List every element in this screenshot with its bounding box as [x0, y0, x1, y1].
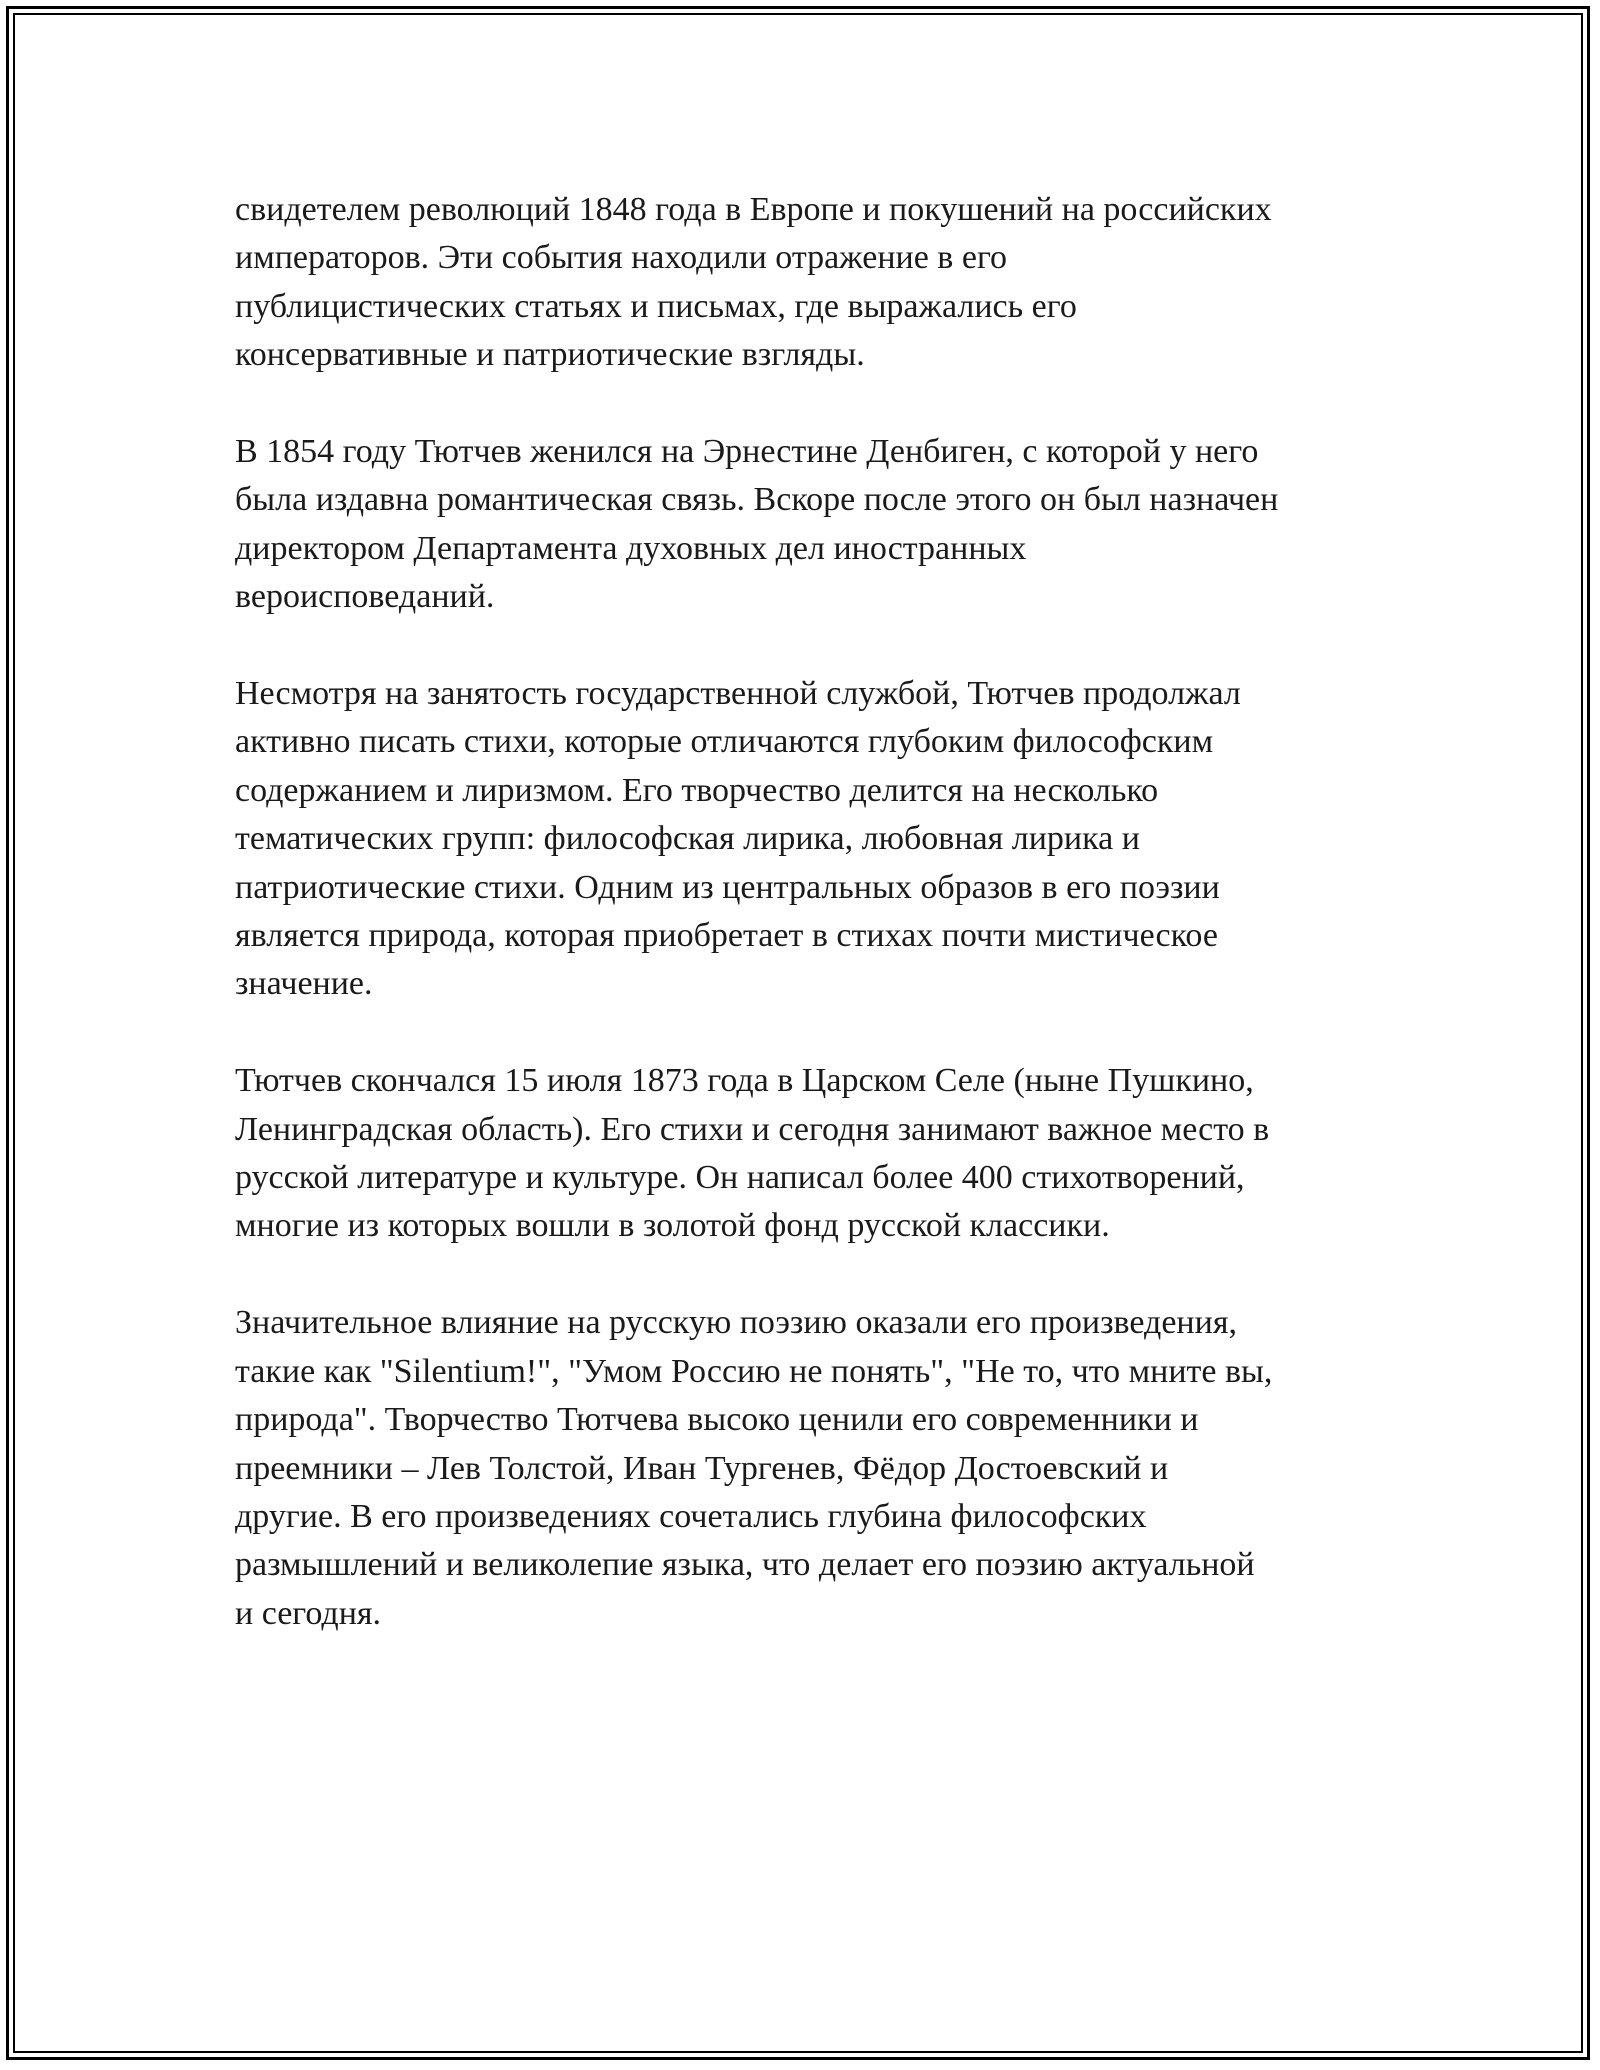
paragraph-marriage: В 1854 году Тютчев женился на Эрнестине Денбиген, с которой у него была издавна романтическая связь. Вскоре после этого он был назначен директором Департамента духовных дел иностранных вероисповеданий. [235, 433, 1279, 616]
document-body [235, 186, 1385, 1687]
paragraph-influence: Значительное влияние на русскую поэзию оказали его произведения, такие как "Silentium!", "Умом Россию не понять", "Не то, что мните вы, природа". Творчество Тютчева высоко ценили его современники и преемники – Лев Толстой, Иван Тургенев, Фёдор Достоевский и другие. В его произведениях сочетались глубина философских размышлений и великолепие языка, что делает его поэзию актуальной и сегодня. [235, 1304, 1273, 1632]
paragraph-poetry: Несмотря на занятость государственной службой, Тютчев продолжал активно писать стихи, которые отличаются глубоким философским содержанием и лиризмом. Его творчество делится на несколько тематических групп: философская лирика, любовная лирика и патриотические стихи. Одним из центральных образов в его поэзии является природа, которая приобретает в стихах почти мистическое значение. [235, 675, 1241, 1003]
paragraph-revolutions: свидетелем революций 1848 года в Европе и покушений на российских императоров. Эти события находили отражение в его публицистических статьях и письмах, где выражались его консервативные и патриотические взгляды. [235, 191, 1272, 374]
paragraph-death: Тютчев скончался 15 июля 1873 года в Царском Селе (ныне Пушкино, Ленинградская область). Его стихи и сегодня занимают важное место в русской литературе и культуре. Он написал более 400 стихотворений, многие из которых вошли в золотой фонд русской классики. [235, 1062, 1270, 1245]
